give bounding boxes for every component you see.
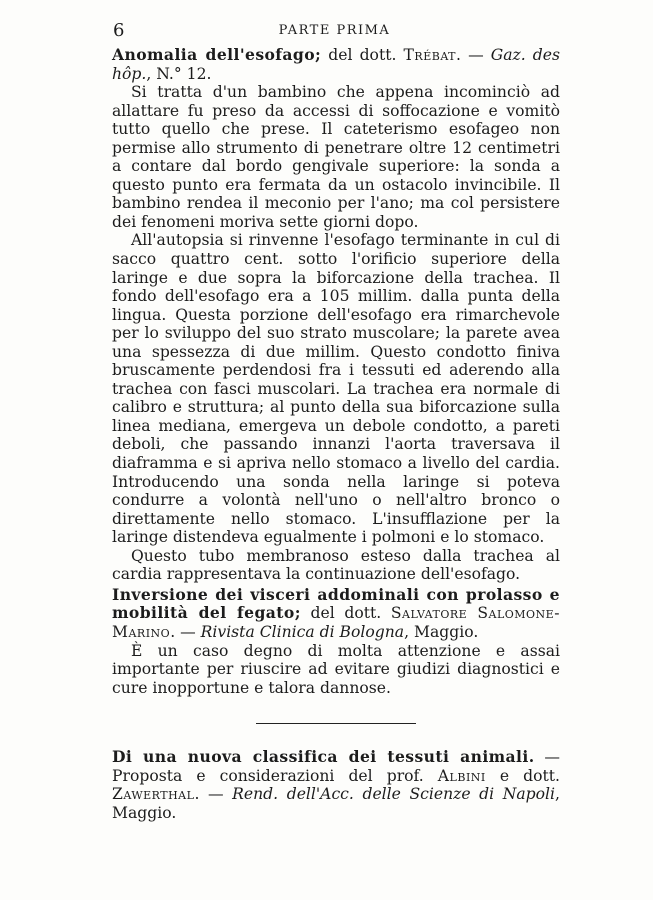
article-heading <box>112 46 560 83</box>
byline-text: del dott. <box>321 46 404 64</box>
source-title: Rend. dell'Acc. delle Scienze di Napoli <box>232 785 556 804</box>
issue-text: , Maggio. <box>112 785 560 822</box>
article-title: Inversione dei visceri addominali con prolasso e mobilità del fegato; <box>112 584 560 623</box>
paragraph: Si tratta d'un bambino che appena incominciò ad allattare fu preso da accessi di soffocazione e vomitò tutto quello che prese. Il cateterismo esofageo non permise allo strumento di penetrare oltre 12 centimetri a contare dal bordo gengivale superiore: la sonda a questo punto era fermata da un ostacolo invincibile. Il bambino rendea il meconio per l'ano; ma col persistere dei fenomeni moriva sette giorni dopo. <box>112 83 560 231</box>
author-name: Zawerthal <box>112 785 195 804</box>
issue-text: , N.° 12. <box>146 64 212 83</box>
source-title: Gaz. des hôp. <box>112 46 560 83</box>
page-body <box>112 46 560 822</box>
article-heading <box>112 586 560 642</box>
intro-text: — Proposta e considerazioni del prof. <box>112 748 560 785</box>
article-heading <box>112 748 560 822</box>
paragraph: È un caso degno di molta attenzione e assai importante per riuscire ad evitare giudizi diagnostici e cure inopportune e talora dannose. <box>112 641 560 697</box>
author-name: Salvatore Salomone-Marino <box>112 604 560 641</box>
dash-text: . — <box>456 46 491 64</box>
source-title: Rivista Clinica di Bologna <box>200 622 405 641</box>
author-name: Albini <box>437 766 486 785</box>
paragraph: Questo tubo membranoso esteso dalla trachea al cardia rappresentava la continuazione dell'esofago. <box>112 546 560 584</box>
dash-text: . — <box>194 785 233 804</box>
article-title: Anomalia dell'esofago; <box>112 45 322 64</box>
section-divider <box>256 723 416 724</box>
mid-text: e dott. <box>485 766 560 785</box>
page-number: 6 <box>113 20 125 41</box>
issue-text: , Maggio. <box>404 622 479 641</box>
running-head: PARTE PRIMA <box>278 23 391 38</box>
dash-text: . — <box>170 622 201 641</box>
page-header <box>113 20 556 42</box>
article-title: Di una nuova classifica dei tessuti animali. <box>112 747 535 767</box>
author-name: Trébat <box>403 46 457 64</box>
paragraph: All'autopsia si rinvenne l'esofago terminante in cul di sacco quattro cent. sotto l'orificio superiore della laringe e due sopra la biforcazione della trachea. Il fondo dell'esofago era a 105 millim. dalla punta della lingua. Questa porzione dell'esofago era rimarchevole per lo sviluppo del suo strato muscolare; la parete avea una spessezza di due millim. Questo condotto finiva bruscamente perdendosi fra i tessuti ed aderendo alla trachea con fasci muscolari. La trachea era normale di calibro e struttura; al punto della sua biforcazione sulla linea mediana, emergeva un debole condotto, a pareti deboli, che passando innanzi l'aorta traversava il diaframma e si apriva nello stomaco a livello del cardia. Introducendo una sonda nella laringe si poteva condurre a volontà nell'uno o nell'altro bronco o direttamente nello stomaco. L'insufflazione per la laringe distendeva egualmente i polmoni e lo stomaco. <box>112 231 560 547</box>
byline-text: del dott. <box>300 604 391 623</box>
